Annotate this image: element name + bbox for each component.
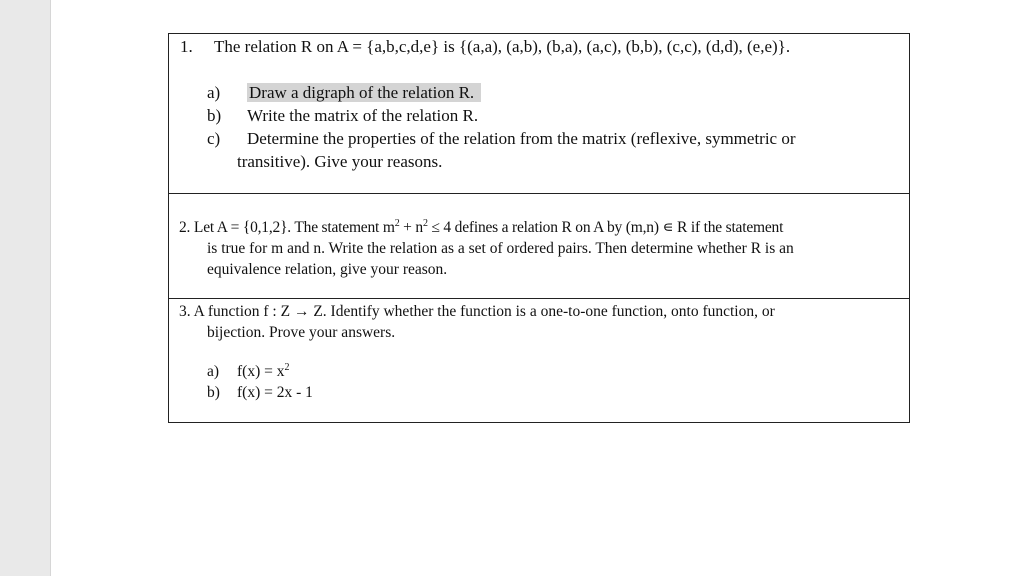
question-2-line-2: is true for m and n. Write the relation as a set of ordered pairs. Then determine whether R is an <box>207 240 794 257</box>
question-1-option-b <box>207 104 889 127</box>
superscript: 2 <box>422 218 428 229</box>
question-2-cell <box>169 194 909 299</box>
question-2-text-part: + n <box>399 219 423 236</box>
question-1-option-c <box>207 127 889 150</box>
option-text: Write the matrix of the relation R. <box>247 106 479 125</box>
option-label: b) <box>207 106 222 125</box>
option-text: $f(x) = x^2$ <box>237 362 290 380</box>
question-2-body <box>179 217 901 280</box>
option-label: a) <box>207 83 221 102</box>
question-2-text-part: ≤ 4 defines a relation R on A by (m,n) ∊ R if the statement <box>427 219 784 236</box>
question-3-text: A function f : Z → Z. Identify whether the function is a one-to-one function, onto function, or <box>193 303 775 320</box>
question-1-option-c-continuation: transitive). Give your reasons. <box>237 152 443 171</box>
question-1-cell <box>169 34 909 194</box>
question-3-option-b <box>207 382 313 403</box>
question-3-cell <box>169 299 909 422</box>
question-2-line-3: equivalence relation, give your reason. <box>207 261 448 278</box>
option-text-highlighted[interactable]: Draw a digraph of the relation R. <box>247 83 481 102</box>
question-3-line-1 <box>179 301 901 322</box>
option-text: Determine the properties of the relation from the matrix (reflexive, symmetric or <box>247 129 796 148</box>
question-3-number: 3. <box>179 303 191 320</box>
option-text: f(x) = 2x - 1 <box>237 384 313 401</box>
question-2-number: 2. <box>179 219 191 236</box>
left-gutter <box>0 0 51 576</box>
question-1-options <box>207 81 889 173</box>
question-3-option-a <box>207 361 313 382</box>
question-2-text-part: Let A = {0,1,2}. The statement m <box>193 219 395 236</box>
question-table <box>168 33 910 423</box>
question-1-option-a <box>207 81 889 104</box>
option-label: a) <box>207 363 220 380</box>
option-label: b) <box>207 384 220 401</box>
question-3-body <box>179 301 901 343</box>
question-3-options <box>207 361 313 403</box>
question-1-number: 1. <box>180 37 193 56</box>
question-1-stem <box>180 37 790 57</box>
superscript: 2 <box>284 362 290 373</box>
question-1-text: The relation R on A = {a,b,c,d,e} is {(a,a), (a,b), (b,a), (a,c), (b,b), (c,c), (d,d), (e,e)}. <box>214 37 791 56</box>
question-3-line-2: bijection. Prove your answers. <box>207 324 396 341</box>
superscript: 2 <box>394 218 400 229</box>
option-label: c) <box>207 129 221 148</box>
question-2-line-1 <box>179 217 901 238</box>
